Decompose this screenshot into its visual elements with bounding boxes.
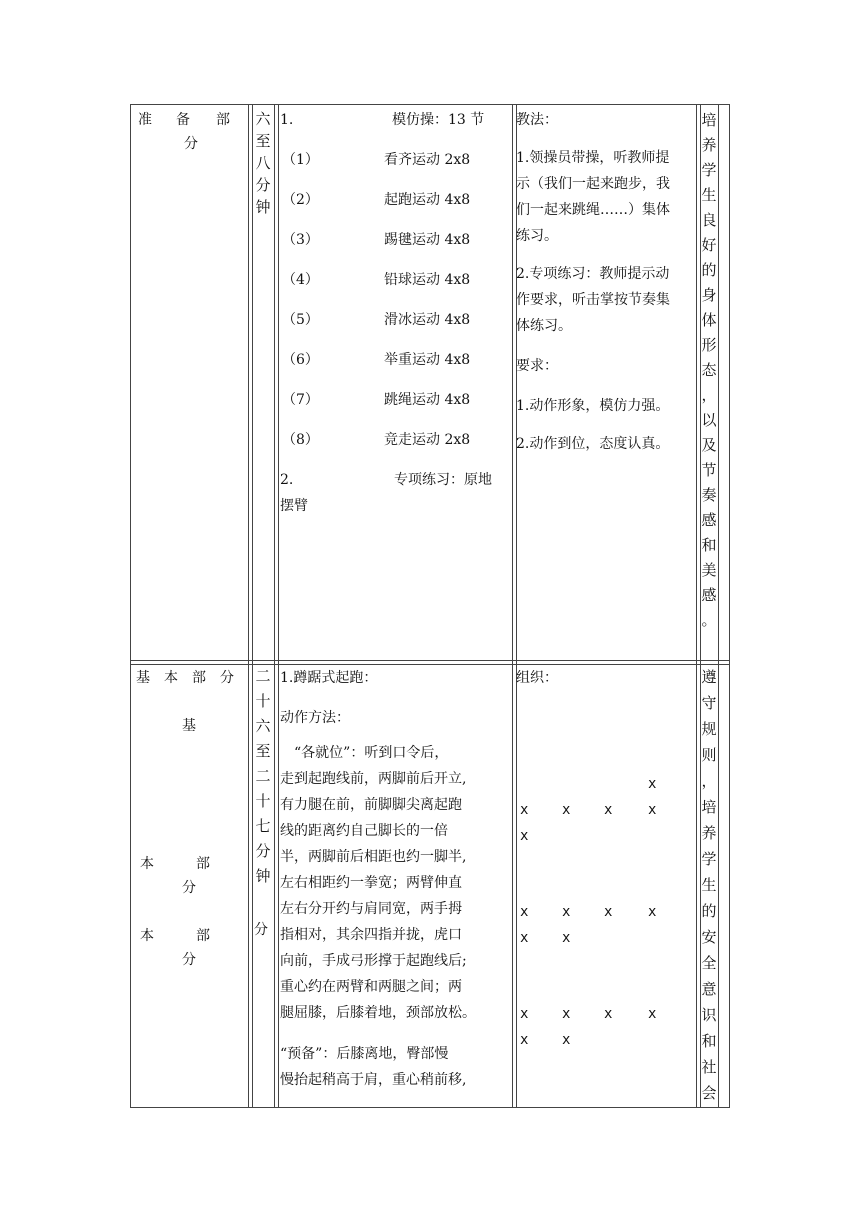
- content-line: 左右相距约一拳宽；两臂伸直: [280, 875, 462, 891]
- exercise-name: 看齐运动 2x8: [384, 152, 471, 168]
- content-line: 线的距离约自己脚长的一倍: [280, 823, 448, 839]
- goal-char: 感: [701, 586, 717, 604]
- goal-char: 及: [701, 436, 717, 454]
- item-number: 2.: [280, 472, 294, 488]
- method-text: 体练习。: [516, 318, 572, 334]
- org-title: 组织：: [516, 670, 558, 686]
- requirement-item: 1.动作形象，模仿力强。: [516, 398, 670, 414]
- formation-mark: x: [648, 1006, 657, 1022]
- goal-char: 学: [701, 850, 717, 868]
- formation-mark: x: [604, 1006, 613, 1022]
- goal-char: 识: [701, 1006, 717, 1024]
- exercise-name: 踢毽运动 4x8: [384, 232, 471, 248]
- goal-cell: [700, 664, 718, 1106]
- goal-char: 好: [701, 236, 717, 254]
- time-char: 十: [255, 792, 271, 810]
- goal-char: 则: [701, 746, 717, 764]
- col-divider: [278, 104, 279, 1108]
- col-divider: [516, 104, 517, 1108]
- goal-char: 的: [701, 902, 717, 920]
- goal-char: 和: [701, 536, 717, 554]
- time-char: 二: [255, 667, 271, 685]
- item-number: 1.: [280, 112, 294, 128]
- formation-mark: x: [648, 904, 657, 920]
- method-text: 示（我们一起来跑步，我: [516, 176, 670, 192]
- time-char: 分: [255, 176, 271, 194]
- col-divider: [718, 104, 719, 1108]
- formation-mark: x: [604, 802, 613, 818]
- method-title: 动作方法：: [280, 710, 350, 726]
- section-label: 基: [182, 718, 196, 734]
- goal-cell: [700, 108, 718, 633]
- goal-char: 态: [701, 361, 717, 379]
- content-line: 有力腿在前，前脚脚尖离起跑: [280, 797, 462, 813]
- section-label: 基 本 部 分: [136, 670, 234, 686]
- item-title: 1.蹲踞式起跑：: [280, 670, 378, 686]
- formation-mark: x: [562, 1032, 571, 1048]
- row-divider-2: [130, 664, 730, 665]
- formation-mark: x: [520, 1032, 529, 1048]
- section-label: 本 部: [140, 856, 210, 872]
- method-text: 们一起来跳绳……）集体: [516, 202, 670, 218]
- col-divider: [252, 104, 253, 1108]
- goal-char: 社: [701, 1058, 717, 1076]
- method-text: 练习。: [516, 228, 558, 244]
- time-char: 六: [255, 110, 271, 128]
- formation-mark: x: [604, 904, 613, 920]
- goal-char: 生: [701, 876, 717, 894]
- time-char: 分: [255, 842, 271, 860]
- goal-char: 遵: [701, 668, 717, 686]
- content-line: 走到起跑线前，两脚前后开立,: [280, 771, 467, 787]
- item-title: 专项练习：原地: [394, 472, 492, 488]
- content-line: 向前，手成弓形撑于起跑线后;: [280, 953, 467, 969]
- exercise-num: （3）: [282, 232, 319, 248]
- time-cell: [254, 664, 274, 889]
- exercise-num: （4）: [282, 272, 319, 288]
- formation-mark: x: [648, 802, 657, 818]
- goal-char: 。: [701, 611, 717, 629]
- formation-mark: x: [648, 776, 657, 792]
- goal-char: 生: [701, 186, 717, 204]
- exercise-num: （2）: [282, 192, 319, 208]
- item-title: 模仿操：13 节: [392, 112, 485, 128]
- goal-char: 以: [701, 411, 717, 429]
- time-char: 至: [255, 132, 271, 150]
- section-label-char: 分: [184, 136, 198, 152]
- goal-char: 意: [701, 980, 717, 998]
- goal-char: 和: [701, 1032, 717, 1050]
- section-label: 分: [182, 952, 196, 968]
- requirement-title: 要求：: [516, 358, 558, 374]
- exercise-name: 铅球运动 4x8: [384, 272, 471, 288]
- requirement-item: 2.动作到位，态度认真。: [516, 436, 670, 452]
- formation-mark: x: [520, 802, 529, 818]
- exercise-num: （6）: [282, 352, 319, 368]
- formation-mark: x: [520, 828, 529, 844]
- exercise-name: 举重运动 4x8: [384, 352, 471, 368]
- table-border-left: [130, 104, 131, 1108]
- goal-char: 形: [701, 336, 717, 354]
- col-divider: [274, 104, 275, 1108]
- exercise-name: 跳绳运动 4x8: [384, 392, 471, 408]
- time-char: 二: [255, 767, 271, 785]
- content-line: 重心约在两臂和两腿之间；两: [280, 979, 462, 995]
- time-char: 七: [255, 817, 271, 835]
- formation-mark: x: [520, 904, 529, 920]
- exercise-name: 竞走运动 2x8: [384, 432, 471, 448]
- method-text: 作要求，听击掌按节奏集: [516, 292, 670, 308]
- goal-char: 安: [701, 928, 717, 946]
- formation-mark: x: [562, 802, 571, 818]
- content-line: “各就位”：听到口令后，: [280, 745, 449, 761]
- section-label: 分: [182, 880, 196, 896]
- method-text: 1.领操员带操，听教师提: [516, 150, 670, 166]
- row-divider: [130, 660, 730, 661]
- time-cell: [254, 108, 274, 218]
- goal-char: 感: [701, 511, 717, 529]
- table-border-bottom: [130, 1107, 730, 1108]
- time-char: 钟: [255, 198, 271, 216]
- content-line: 腿屈膝，后膝着地，颈部放松。: [280, 1005, 476, 1021]
- time-char: 分: [254, 922, 268, 938]
- goal-char: 养: [701, 136, 717, 154]
- time-char: 八: [255, 154, 271, 172]
- formation-mark: x: [562, 930, 571, 946]
- exercise-num: （5）: [282, 312, 319, 328]
- section-label-char: 准: [138, 112, 152, 128]
- exercise-num: （1）: [282, 152, 319, 168]
- goal-char: 养: [701, 824, 717, 842]
- goal-char: 奏: [701, 486, 717, 504]
- table-border-top: [130, 104, 730, 105]
- method-text: 2.专项练习：教师提示动: [516, 266, 670, 282]
- content-line: 半，两脚前后相距也约一脚半,: [280, 849, 467, 865]
- goal-char: 的: [701, 261, 717, 279]
- time-char: 六: [255, 717, 271, 735]
- goal-char: 美: [701, 561, 717, 579]
- goal-char: 全: [701, 954, 717, 972]
- content-line: “预备”：后膝离地，臀部慢: [280, 1046, 449, 1062]
- method-title: 教法：: [516, 112, 558, 128]
- section-label-char: 部: [216, 112, 230, 128]
- exercise-num: （8）: [282, 432, 319, 448]
- formation-mark: x: [562, 904, 571, 920]
- table-border-right: [729, 104, 730, 1108]
- exercise-name: 起跑运动 4x8: [384, 192, 471, 208]
- goal-char: 身: [701, 286, 717, 304]
- section-label-char: 备: [176, 112, 190, 128]
- goal-char: ，: [701, 772, 717, 790]
- goal-char: 规: [701, 720, 717, 738]
- time-char: 十: [255, 692, 271, 710]
- formation-mark: x: [520, 1006, 529, 1022]
- section-label: 本 部: [140, 928, 210, 944]
- goal-char: 守: [701, 694, 717, 712]
- col-divider: [696, 104, 697, 1108]
- content-paragraph: [280, 740, 514, 1026]
- goal-char: 节: [701, 461, 717, 479]
- goal-char: 良: [701, 211, 717, 229]
- goal-char: 学: [701, 161, 717, 179]
- time-char: 至: [255, 742, 271, 760]
- content-line: 左右分开约与肩同宽，两手拇: [280, 901, 462, 917]
- exercise-num: （7）: [282, 392, 319, 408]
- goal-char: ，: [701, 386, 717, 404]
- time-char: 钟: [255, 867, 271, 885]
- goal-char: 会: [701, 1084, 717, 1102]
- formation-mark: x: [520, 930, 529, 946]
- goal-char: 培: [701, 798, 717, 816]
- goal-char: 培: [701, 111, 717, 129]
- exercise-name: 滑冰运动 4x8: [384, 312, 471, 328]
- content-line: 慢抬起稍高于肩，重心稍前移,: [280, 1072, 467, 1088]
- goal-char: 体: [701, 311, 717, 329]
- col-divider: [248, 104, 249, 1108]
- formation-mark: x: [562, 1006, 571, 1022]
- lesson-plan-table: [130, 104, 730, 1108]
- content-line: 指相对，其余四指并拢，虎口: [280, 927, 462, 943]
- item-title-cont: 摆臂: [280, 498, 308, 514]
